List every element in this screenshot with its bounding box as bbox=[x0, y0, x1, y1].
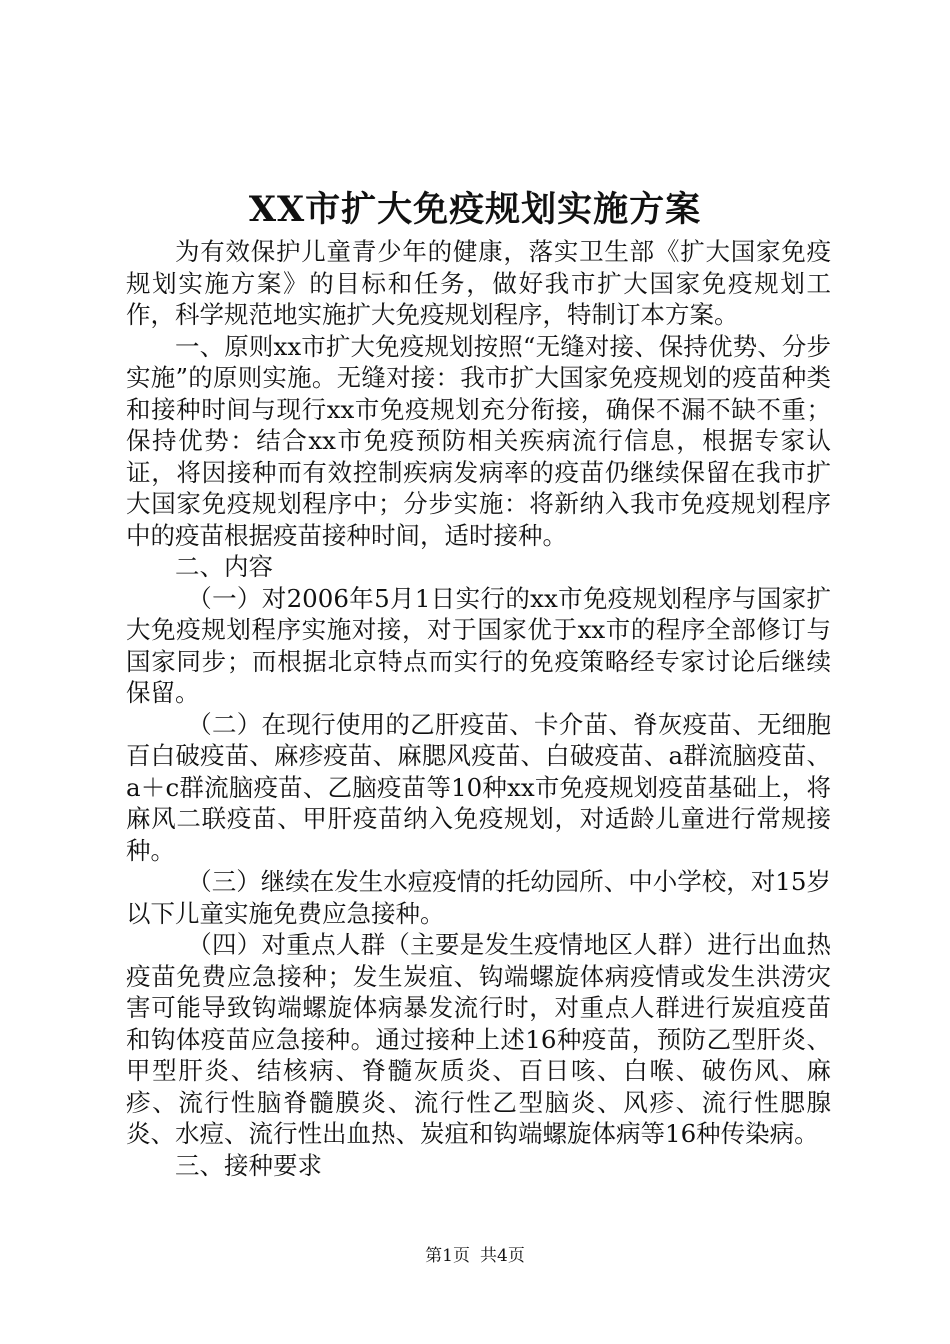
section-requirements-heading: 三、接种要求 bbox=[175, 1150, 322, 1180]
content-item-1: （一）对2006年5月1日实行的xx市免疫规划程序与国家扩大免疫规划程序实施对接，对于国家优于xx市的程序全部修订与国家同步；而根据北京特点而实行的免疫策略经专家讨论后继续保留。 bbox=[126, 583, 831, 707]
content-item-4: （四）对重点人群（主要是发生疫情地区人群）进行出血热疫苗免费应急接种；发生炭疽、钩端螺旋体病疫情或发生洪涝灾害可能导致钩端螺旋体病暴发流行时，对重点人群进行炭疽疫苗和钩体疫苗应急接种。通过接种上述16种疫苗，预防乙型肝炎、甲型肝炎、结核病、脊髓灰质炎、百日咳、白喉、破伤风、麻疹、流行性脑脊髓膜炎、流行性乙型脑炎、风疹、流行性腮腺炎、水痘、流行性出血热、炭疽和钩端螺旋体病等16种传染病。 bbox=[126, 930, 831, 1148]
intro-paragraph: 为有效保护儿童青少年的健康，落实卫生部《扩大国家免疫规划实施方案》的目标和任务，做好我市扩大国家免疫规划工作，科学规范地实施扩大免疫规划程序，特制订本方案。 bbox=[126, 237, 831, 329]
page-number-total: 共4页 bbox=[480, 1246, 525, 1266]
content-item-3: （三）继续在发生水痘疫情的托幼园所、中小学校，对15岁以下儿童实施免费应急接种。 bbox=[126, 867, 831, 928]
section-content-heading: 二、内容 bbox=[175, 552, 273, 581]
document-body bbox=[126, 236, 831, 1181]
section-principle-paragraph: 一、原则xx市扩大免疫规划按照“无缝对接、保持优势、分步实施”的原则实施。无缝对接：我市扩大国家免疫规划的疫苗种类和接种时间与现行xx市免疫规划充分衔接，确保不漏不缺不重；保持优势：结合xx市免疫预防相关疾病流行信息，根据专家认证，将因接种而有效控制疾病发病率的疫苗仍继续保留在我市扩大国家免疫规划程序中；分步实施：将新纳入我市免疫规划程序中的疫苗根据疫苗接种时间，适时接种。 bbox=[126, 331, 831, 550]
page-footer bbox=[0, 1244, 950, 1268]
document-title: XX市扩大免疫规划实施方案 bbox=[248, 189, 702, 230]
page-number-current: 第1页 bbox=[425, 1246, 470, 1266]
content-item-2: （二）在现行使用的乙肝疫苗、卡介苗、脊灰疫苗、无细胞百白破疫苗、麻疹疫苗、麻腮风疫苗、白破疫苗、a群流脑疫苗、a＋c群流脑疫苗、乙脑疫苗等10种xx市免疫规划疫苗基础上，将麻风二联疫苗、甲肝疫苗纳入免疫规划，对适龄儿童进行常规接种。 bbox=[126, 709, 831, 865]
